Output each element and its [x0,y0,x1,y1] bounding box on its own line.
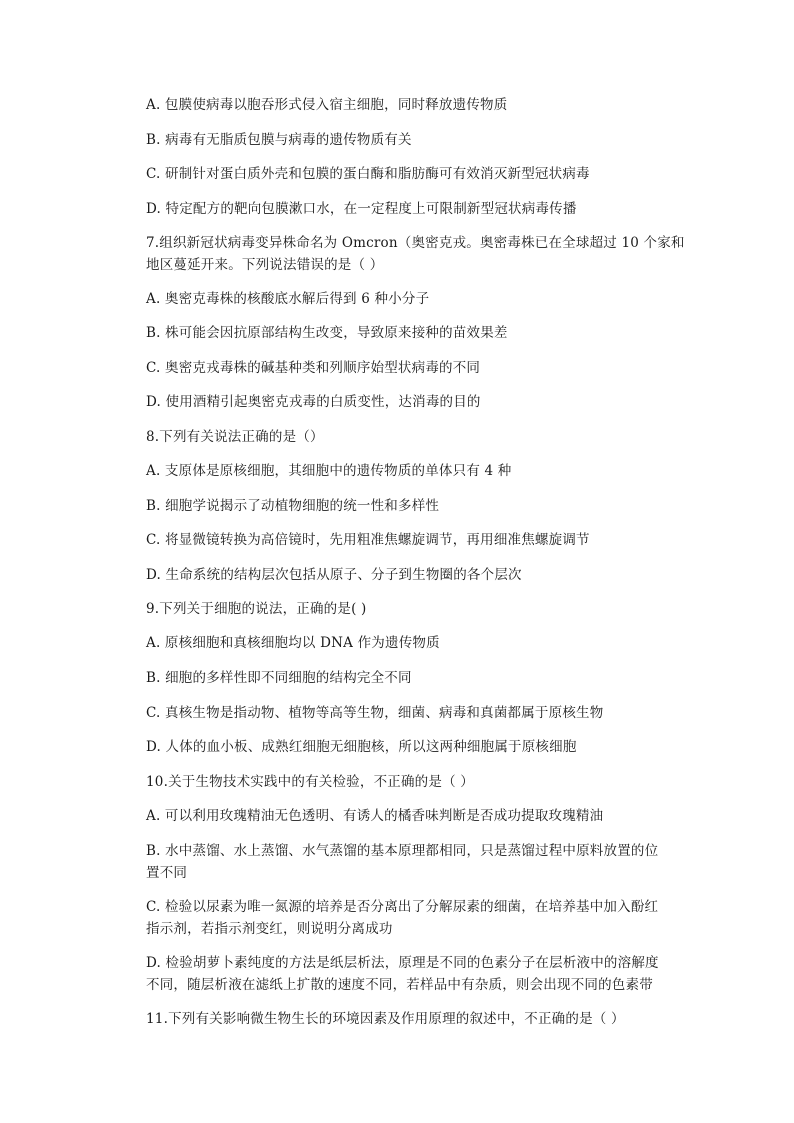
option-b-q7: B. 株可能会因抗原部结构生改变，导致原来接种的苗效果差 [146,325,508,341]
question-7-line-1: 7.组织新冠状病毒变异株命名为 Omcron（奥密克戎。奥密毒株已在全球超过 10 个家和 [146,235,685,251]
option-a-q8: A. 支原体是原核细胞，其细胞中的遗传物质的单体只有 4 种 [146,463,512,479]
option-c-q6: C. 研制针对蛋白质外壳和包膜的蛋白酶和脂肪酶可有效消灭新型冠状病毒 [146,166,590,182]
option-a-q7: A. 奥密克毒株的核酸底水解后得到 6 种小分子 [146,291,430,307]
option-c-q8: C. 将显微镜转换为高倍镜时，先用粗准焦螺旋调节，再用细准焦螺旋调节 [146,532,590,548]
option-c-q9: C. 真核生物是指动物、植物等高等生物，细菌、病毒和真菌都属于原核生物 [146,705,604,721]
question-11: 11.下列有关影响微生物生长的环境因素及作用原理的叙述中，不正确的是（ ） [146,1011,625,1027]
option-b-q10-line-2: 置不同 [146,865,188,881]
option-d-q9: D. 人体的血小板、成熟红细胞无细胞核，所以这两种细胞属于原核细胞 [146,739,577,755]
option-d-q7: D. 使用酒精引起奥密克戎毒的白质变性，达消毒的目的 [146,394,481,410]
option-a-q6: A. 包膜使病毒以胞吞形式侵入宿主细胞，同时释放遗传物质 [146,97,508,113]
question-8: 8.下列有关说法正确的是（） [146,429,324,445]
question-7-line-2: 地区蔓延开来。下列说法错误的是（ ） [146,257,384,273]
option-a-q10: A. 可以利用玫瑰精油无色透明、有诱人的橘香味判断是否成功提取玫瑰精油 [146,808,604,824]
option-d-q6: D. 特定配方的靶向包膜漱口水，在一定程度上可限制新型冠状病毒传播 [146,201,577,217]
question-10: 10.关于生物技术实践中的有关检验，不正确的是（ ） [146,774,474,790]
option-b-q10-line-1: B. 水中蒸馏、水上蒸馏、水气蒸馏的基本原理都相同，只是蒸馏过程中原料放置的位 [146,843,659,859]
option-b-q8: B. 细胞学说揭示了动植物细胞的统一性和多样性 [146,498,440,514]
option-b-q6: B. 病毒有无脂质包膜与病毒的遗传物质有关 [146,132,412,148]
option-c-q10-line-2: 指示剂，若指示剂变红，则说明分离成功 [146,921,393,937]
option-a-q9: A. 原核细胞和真核细胞均以 DNA 作为遗传物质 [146,635,440,651]
option-d-q10-line-1: D. 检验胡萝卜素纯度的方法是纸层析法，原理是不同的色素分子在层析液中的溶解度 [146,955,659,971]
option-c-q7: C. 奥密克戎毒株的碱基种类和列顺序始型状病毒的不同 [146,360,481,376]
option-d-q8: D. 生命系统的结构层次包括从原子、分子到生物圈的各个层次 [146,567,522,583]
option-b-q9: B. 细胞的多样性即不同细胞的结构完全不同 [146,670,412,686]
question-9: 9.下列关于细胞的说法，正确的是( ) [146,601,367,617]
option-c-q10-line-1: C. 检验以尿素为唯一氮源的培养是否分离出了分解尿素的细菌，在培养基中加入酚红 [146,899,659,915]
option-d-q10-line-2: 不同，随层析液在滤纸上扩散的速度不同，若样品中有杂质，则会出现不同的色素带 [146,977,653,993]
